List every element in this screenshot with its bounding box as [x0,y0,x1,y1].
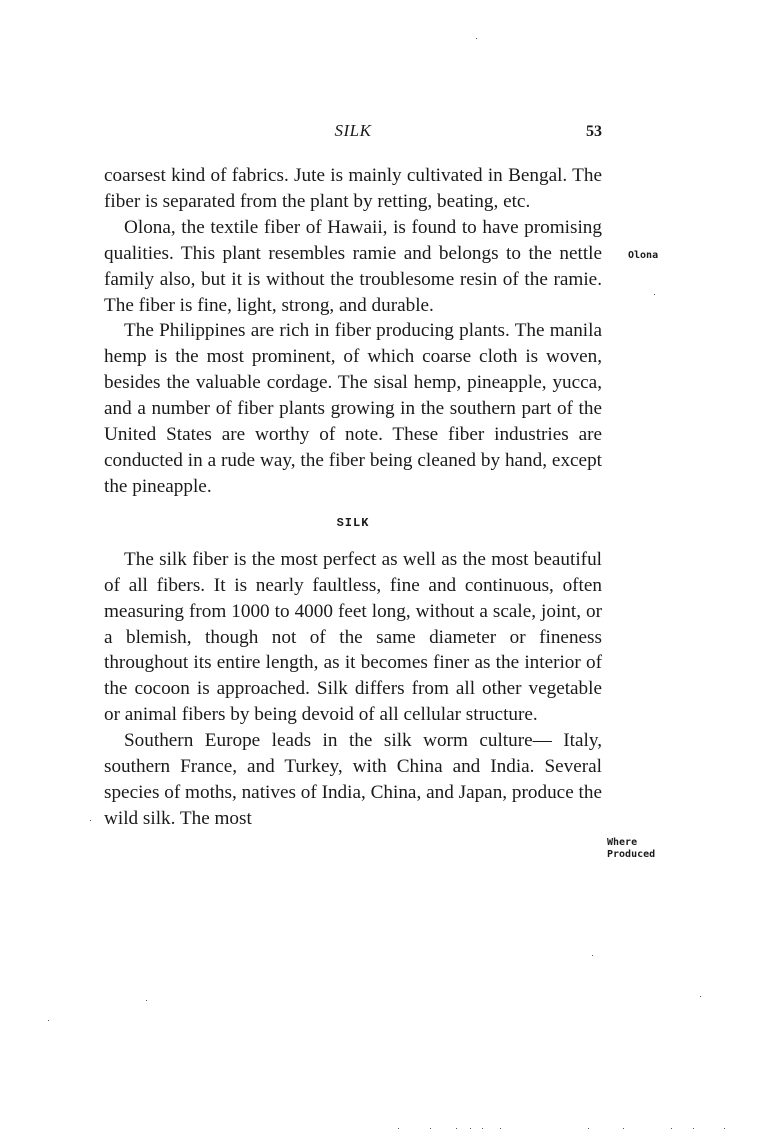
body-text [104,163,602,832]
paragraph-jute-continued: coarsest kind of fabrics. Jute is mainly cultivated in Bengal. The fiber is separated from the plant by retting, beating, etc. [104,165,602,212]
scan-speck [146,1000,147,1001]
paragraph-silk-fiber: The silk fiber is the most perfect as well as the most beautiful of all fibers. It is nearly faultless, fine and continuous, often measuring from 1000 to 4000 feet long, without a scale, joint, or a blemish, though not of the same diameter or fineness throughout its entire length, as it becomes finer as the interior of the cocoon is approached. Silk differs from all other vegetable or animal fibers by being devoid of all cellular structure. [104,548,602,726]
scan-speck [592,955,593,956]
running-title: SILK [334,121,372,140]
paragraph-philippines: The Philippines are rich in fiber producing plants. The manila hemp is the most prominent, of which coarse cloth is woven, besides the valuable cordage. The sisal hemp, pineapple, yucca, and a number of fiber plants growing in the southern part of the United States are worthy of note. These fiber industries are conducted in a rude way, the fiber being cleaned by hand, except the pineapple. [104,320,602,497]
paragraph-olona: Olona, the textile fiber of Hawaii, is found to have promising qualities. This plant resembles ramie and belongs to the nettle family also, but it is without the troublesome resin of the ramie. The fiber is fine, light, strong, and durable. [104,216,602,316]
scan-speck [456,1128,457,1129]
scan-speck [724,1128,725,1129]
scan-speck [700,996,701,997]
sidenote-where-label: Where [607,837,638,848]
section-heading-silk: SILK [336,515,370,530]
scan-speck [90,820,91,821]
page-number: 53 [586,123,602,140]
scan-speck [470,1128,471,1129]
sidenote-olona [628,250,658,262]
scan-speck [48,1020,49,1021]
paragraph-where-produced: Southern Europe leads in the silk worm culture— Italy, southern France, and Turkey, with China and India. Several species of moths, natives of India, China, and Japan, produce the wild silk. The most [104,730,602,829]
scan-speck [398,1128,399,1129]
scan-speck [654,294,655,295]
scan-speck [500,1128,501,1129]
sidenote-olona-label: Olona [628,250,659,261]
running-head [104,119,602,143]
sidenote-where-produced [607,837,655,861]
scan-speck [693,1128,694,1129]
scan-speck [482,1128,483,1129]
scan-speck [430,1128,431,1129]
scan-speck [588,1128,589,1129]
scan-speck [671,1128,672,1129]
sidenote-produced-label: Produced [607,849,656,860]
scan-speck [623,1128,624,1129]
scan-speck [476,38,477,39]
